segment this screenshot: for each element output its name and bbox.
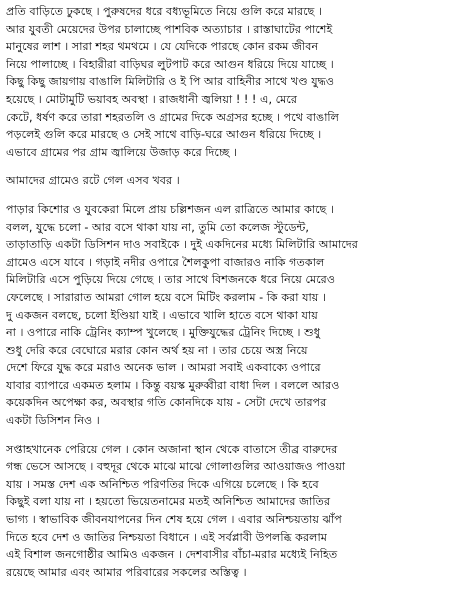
text-line: যাবার ব্যাপারে একমত হলাম । কিন্তু বয়স্ক মুরুব্বীরা বাধা দিল । বললে আরও (6, 378, 340, 392)
text-line: নিয়ে পালাচ্ছে । বিহারীরা বাড়িঘর লুটপাট করে আগুন ধরিয়ে দিয়ে যাচ্ছে । (6, 57, 334, 71)
text-line: কিছু কিছু জায়গায় বাঙালি মিলিটারি ও ই পি আর বাহিনীর সাথে খণ্ড যুদ্ধও (6, 75, 335, 89)
text-line: ফেলেছে । সারারাত আমরা গোল হয়ে বসে মিটিং করলাম - কি করা যায় । (6, 290, 326, 304)
text-line: দিতে হবে দেশ ও জাতির নিশ্চয়তা বিধানে । এই সর্বপ্লাবী উপলব্ধি করলাম (6, 530, 327, 544)
text-line: শুধু দেরি করে বেঘোরে মরার কোন অর্থ হয় না । তার চেয়ে অস্ত্র নিয়ে (6, 343, 308, 357)
text-line: গন্ধ ভেসে আসছে । বহুদূর থেকে মাঝে মাঝে গোলাগুলির আওয়াজও পাওয়া (6, 460, 346, 474)
paragraph-gap (6, 430, 449, 441)
text-line: না । ওপারে নাকি ট্রেনিং ক্যাম্প খুলেছে । মুক্তিযুদ্ধের ট্রেনিং দিচ্ছে । শুধু (6, 326, 320, 340)
paragraph-1 (6, 3, 449, 161)
text-line: বলল, যুদ্ধে চলো - আর বসে থাকা যায় না, তুমি তো কলেজ স্টুডেন্ট, (6, 220, 309, 234)
text-line: দেশে ফিরে যুদ্ধ করে মরাও অনেক ভাল । আমরা সবাই একবাক্যে ওপারে (6, 361, 321, 375)
text-line: পড়লেই গুলি করে মারছে ও সেই সাথে বাড়ি-ঘরে আগুন ধরিয়ে দিচ্ছে । (6, 128, 322, 142)
text-line: আর যুবতী মেয়েদের উপর চালাচ্ছে পাশবিক অত্যাচার । রাস্তাঘাটের পাশেই (6, 22, 333, 36)
text-line: পাড়ার কিশোর ও যুবকেরা মিলে প্রায় চল্লিশজন এল রাত্রিতে আমার কাছে । (6, 202, 334, 216)
text-line: মানুষের লাশ । সারা শহর থমথমে । যে যেদিকে পারছে কোন রকম জীবন (6, 40, 319, 54)
text-line: মিলিটারি এসে পুড়িয়ে দিয়ে গেছে । তার সাথে বিশজনকে ধরে নিয়ে মেরেও (6, 273, 336, 287)
paragraph-4 (6, 441, 449, 582)
text-line: গ্রামেও এসে যাবে । গড়াই নদীর ওপারে শৈলকুপা বাজারও নাকি গতকাল (6, 255, 325, 269)
paragraph-gap (6, 190, 449, 201)
text-line: হয়েছে । মোটামুটি ভয়াবহ অবস্থা । রাজধানী জ্বলিয়া ! ! ! এ, মেরে (6, 92, 297, 106)
text-line: রয়েছে আমার এবং আমার পরিবারের সকলের অস্তিত্ব । (6, 565, 247, 579)
text-line: আমাদের গ্রামেও রটে গেল এসব খবর । (6, 174, 180, 188)
text-line: একটা ডিসিশন নিও । (6, 414, 100, 428)
text-line: এই বিশাল জনগোষ্ঠীর আমিও একজন । দেশবাসীর বাঁচা-মরার মধ্যেই নিহিত (6, 548, 338, 562)
text-line: তাড়াতাড়ি একটা ডিসিশন দাও সবাইকে । দুই একদিনের মধ্যে মিলিটারি আমাদের (6, 238, 358, 252)
text-line: প্রতি বাড়িতে ঢুকছে । পুরুষদের ধরে বধ্যভূমিতে নিয়ে গুলি করে মারছে । (6, 5, 322, 18)
paragraph-3 (6, 201, 449, 430)
text-line: কেটে, ধর্ষণ করে তারা শহরতলি ও গ্রামের দিকে অগ্রসর হচ্ছে । পথে বাঙালি (6, 110, 339, 124)
text-line: দু একজন বলছে, চলো ইণ্ডিয়া যাই । এভাবে খালি হাতে বসে থাকা যায় (6, 308, 318, 322)
text-line: এভাবে গ্রামের পর গ্রাম জ্বালিয়ে উজাড় করে দিচ্ছে । (6, 145, 238, 159)
paragraph-2 (6, 172, 449, 190)
text-line: কিছুই বলা যায় না । হয়তো ভিয়েতনামের মতই অনিশ্চিত আমাদের জাতির (6, 495, 331, 509)
paragraph-gap (6, 161, 449, 172)
text-line: যায় । সমস্ত দেশ এক অনিশ্চিত পরিণতির দিকে এগিয়ে চলেছে । কি হবে (6, 477, 319, 491)
text-line: কয়েকদিন অপেক্ষা কর, অবস্থার গতি কোনদিকে যায় - সেটা দেখে তারপর (6, 396, 327, 410)
text-line: সপ্তাহখানেক পেরিয়ে গেল । কোন অজানা স্থান থেকে বাতাসে তীব্র বারুদের (6, 442, 338, 456)
text-line: ভাগ্য । স্বাভাবিক জীবনযাপনের দিন শেষ হয়ে গেল । এবার অনিশ্চয়তায় ঝাঁপ (6, 513, 342, 527)
